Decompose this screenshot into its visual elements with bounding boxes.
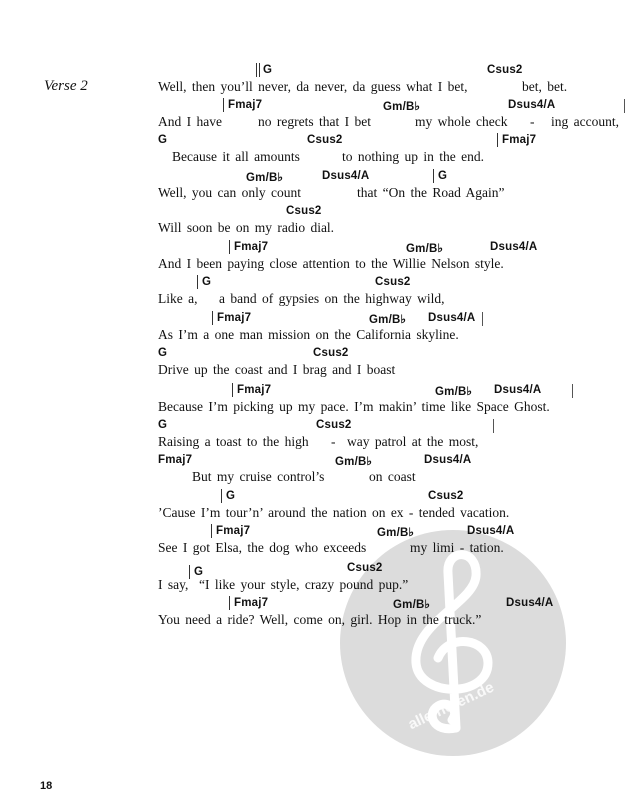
lyric-line-8 (0, 312, 640, 348)
chord-symbol: G (158, 419, 168, 431)
lyric-text: Because I’m picking up my pace. I’m makin’ time like Space Ghost. (158, 399, 550, 414)
chord-symbol: Fmaj7 (229, 241, 268, 253)
chord-symbol: Gm/B♭ (246, 172, 284, 184)
lyric-text: ing account, (551, 114, 619, 129)
chord-symbol: G (158, 347, 168, 359)
bar-line (624, 99, 625, 113)
lyric-text: no regrets that I bet (258, 114, 371, 129)
lyric-line-12 (0, 454, 640, 490)
chord-symbol: Fmaj7 (232, 384, 271, 396)
chord-symbol: Dsus4/A (494, 384, 542, 396)
chord-symbol: Gm/B♭ (335, 456, 373, 468)
lyric-text: Drive up the coast and I brag and I boast (158, 362, 396, 377)
lyric-line-10 (0, 384, 640, 420)
lyric-text: on coast (369, 469, 416, 484)
chord-symbol: Dsus4/A (424, 454, 472, 466)
chord-symbol: Fmaj7 (212, 312, 251, 324)
lyric-text: And I have (158, 114, 222, 129)
chord-symbol: G (256, 64, 272, 76)
chord-symbol: G (158, 134, 168, 146)
lyric-text: that “On the Road Again” (357, 185, 505, 200)
lyric-text: Well, you can only count (158, 185, 302, 200)
chord-symbol: G (189, 566, 203, 578)
chord-symbol: Csus2 (286, 205, 322, 217)
chord-symbol: Gm/B♭ (435, 386, 473, 398)
lyric-text: a band of gypsies on the highway wild, (219, 291, 445, 306)
lyric-line-4 (0, 170, 640, 206)
lyric-line-7 (0, 276, 640, 312)
chord-symbol: Csus2 (347, 562, 383, 574)
lyric-text: my limi - tation. (410, 540, 504, 555)
chord-symbol: Gm/B♭ (377, 527, 415, 539)
bar-line (493, 419, 494, 433)
lyric-line-3 (0, 134, 640, 170)
watermark-text: alle-noten.de (405, 678, 497, 734)
lyric-line-11 (0, 419, 640, 455)
chord-symbol: Gm/B♭ (393, 599, 431, 611)
lyric-line-2 (0, 99, 640, 135)
lyric-line-6 (0, 241, 640, 277)
chord-symbol: Dsus4/A (490, 241, 538, 253)
chord-symbol: Csus2 (487, 64, 523, 76)
lyric-line-5 (0, 205, 640, 241)
chord-symbol: Gm/B♭ (369, 314, 407, 326)
chord-symbol: Csus2 (375, 276, 411, 288)
lyric-text: See I got Elsa, the dog who exceeds (158, 540, 367, 555)
chord-symbol: G (197, 276, 211, 288)
lyric-line-14 (0, 525, 640, 561)
chord-symbol: Dsus4/A (508, 99, 556, 111)
lyric-text: Like a, (158, 291, 198, 306)
chord-symbol: Fmaj7 (229, 597, 268, 609)
chord-symbol: Fmaj7 (158, 454, 193, 466)
lyric-line-16 (0, 597, 640, 633)
lyric-text: Because it all amounts (172, 149, 300, 164)
chord-symbol: Csus2 (428, 490, 464, 502)
lyric-text: to nothing up in the end. (342, 149, 484, 164)
lyric-text: Will soon be on my radio dial. (158, 220, 335, 235)
lyric-text: way patrol at the most, (347, 434, 479, 449)
lyric-text: - (331, 434, 336, 449)
chord-symbol: Fmaj7 (211, 525, 250, 537)
lyric-text: - (530, 114, 535, 129)
chord-symbol: Csus2 (313, 347, 349, 359)
chord-symbol: G (433, 170, 447, 182)
lyric-text: I say, (158, 577, 189, 592)
lyric-text: bet, bet. (522, 79, 568, 94)
lyric-text: “I like your style, crazy pound pup.” (199, 577, 409, 592)
lyric-text: And I been paying close attention to the Willie Nelson style. (158, 256, 504, 271)
lyric-text: my whole check (415, 114, 508, 129)
chord-symbol: Fmaj7 (497, 134, 536, 146)
bar-line (572, 384, 573, 398)
lyric-text: You need a ride? Well, come on, girl. Hop in the truck.” (158, 612, 482, 627)
chord-symbol: Dsus4/A (428, 312, 476, 324)
chord-symbol: Gm/B♭ (406, 243, 444, 255)
chord-symbol: Fmaj7 (223, 99, 262, 111)
lyric-text: Raising a toast to the high (158, 434, 309, 449)
lyric-text: ’Cause I’m tour’n’ around the nation on ex - tended vacation. (158, 505, 510, 520)
lyric-line-1 (0, 64, 640, 100)
chord-symbol: Csus2 (316, 419, 352, 431)
chord-symbol: Dsus4/A (322, 170, 370, 182)
lyric-line-9 (0, 347, 640, 383)
chord-symbol: G (221, 490, 235, 502)
lyric-text: Well, then you’ll never, da never, da guess what I bet, (158, 79, 468, 94)
lyric-text: But my cruise control’s (192, 469, 325, 484)
lyric-text: As I’m a one man mission on the California skyline. (158, 327, 459, 342)
page-number: 18 (40, 780, 53, 792)
chord-symbol: Gm/B♭ (383, 101, 421, 113)
chord-symbol: Dsus4/A (506, 597, 554, 609)
bar-line (482, 312, 483, 326)
lyric-line-15 (0, 562, 640, 598)
section-label: Verse 2 (44, 78, 88, 94)
lyric-line-13 (0, 490, 640, 526)
chord-symbol: Dsus4/A (467, 525, 515, 537)
chord-symbol: Csus2 (307, 134, 343, 146)
